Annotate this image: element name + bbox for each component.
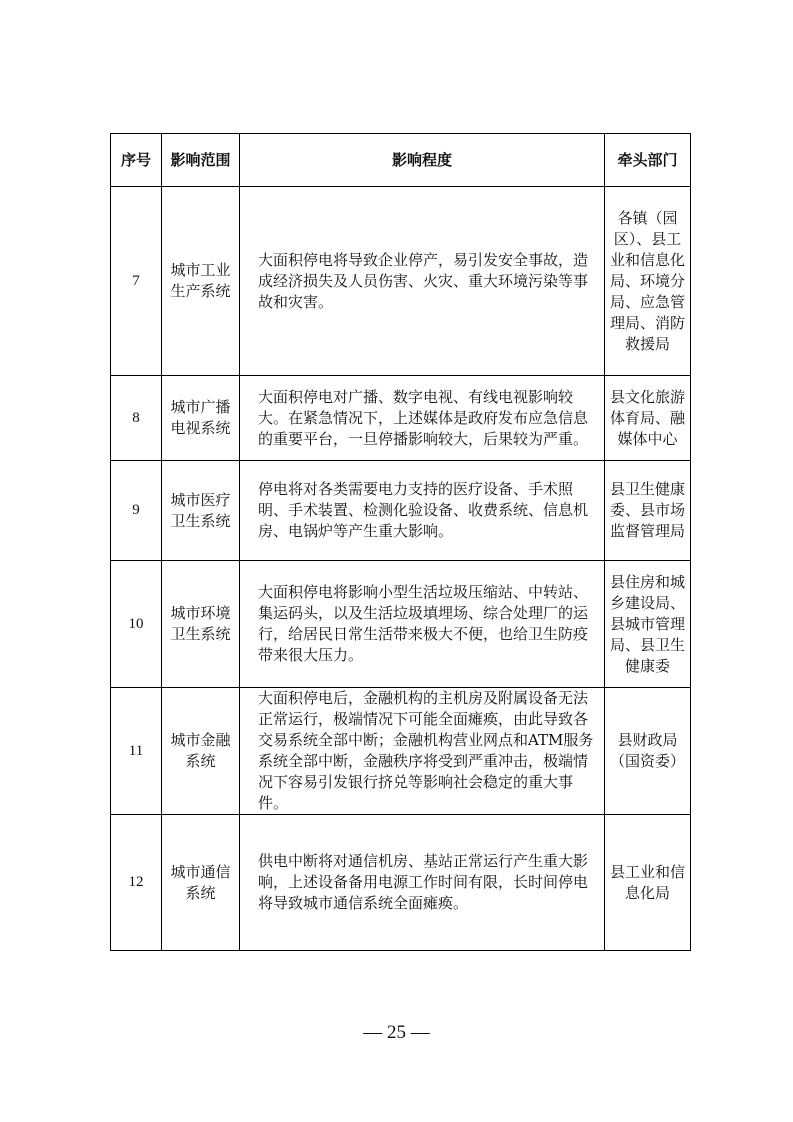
row-scope: 城市通信系统 <box>162 815 240 951</box>
row-dept: 县工业和信息化局 <box>605 815 691 951</box>
header-dept: 牵头部门 <box>605 134 691 187</box>
row-impact: 大面积停电对广播、数字电视、有线电视影响较大。在紧急情况下，上述媒体是政府发布应急信息的重要平台，一旦停播影响较大，后果较为严重。 <box>240 376 605 461</box>
row-number: 10 <box>111 561 162 688</box>
table-row <box>111 376 691 461</box>
header-number: 序号 <box>111 134 162 187</box>
table-row <box>111 561 691 688</box>
row-dept: 县文化旅游体育局、融媒体中心 <box>605 376 691 461</box>
row-scope: 城市环境卫生系统 <box>162 561 240 688</box>
row-scope: 城市医疗卫生系统 <box>162 461 240 561</box>
header-impact: 影响程度 <box>240 134 605 187</box>
table-row <box>111 688 691 815</box>
row-number: 9 <box>111 461 162 561</box>
header-scope: 影响范围 <box>162 134 240 187</box>
row-dept: 县卫生健康委、县市场监督管理局 <box>605 461 691 561</box>
row-dept: 县住房和城乡建设局、县城市管理局、县卫生健康委 <box>605 561 691 688</box>
table-row <box>111 815 691 951</box>
impact-table <box>110 133 691 951</box>
table-row <box>111 187 691 376</box>
row-impact: 供电中断将对通信机房、基站正常运行产生重大影响，上述设备备用电源工作时间有限，长时间停电将导致城市通信系统全面瘫痪。 <box>240 815 605 951</box>
row-scope: 城市工业生产系统 <box>162 187 240 376</box>
page-number: — 25 — <box>363 1022 430 1043</box>
row-number: 7 <box>111 187 162 376</box>
row-dept: 县财政局（国资委） <box>605 688 691 815</box>
row-impact: 停电将对各类需要电力支持的医疗设备、手术照明、手术装置、检测化验设备、收费系统、信息机房、电锅炉等产生重大影响。 <box>240 461 605 561</box>
header-row <box>111 134 691 187</box>
row-number: 11 <box>111 688 162 815</box>
row-dept: 各镇（园区）、县工业和信息化局、环境分局、应急管理局、消防救援局 <box>605 187 691 376</box>
row-number: 12 <box>111 815 162 951</box>
row-scope: 城市金融系统 <box>162 688 240 815</box>
row-impact: 大面积停电将影响小型生活垃圾压缩站、中转站、集运码头，以及生活垃圾填埋场、综合处理厂的运行，给居民日常生活带来极大不便，也给卫生防疫带来很大压力。 <box>240 561 605 688</box>
table-row <box>111 461 691 561</box>
row-impact: 大面积停电将导致企业停产，易引发安全事故，造成经济损失及人员伤害、火灾、重大环境污染等事故和灾害。 <box>240 187 605 376</box>
row-impact: 大面积停电后，金融机构的主机房及附属设备无法正常运行，极端情况下可能全面瘫痪，由此导致各交易系统全部中断；金融机构营业网点和ATM服务系统全部中断，金融秩序将受到严重冲击，极端情况下容易引发银行挤兑等影响社会稳定的重大事件。 <box>240 688 605 815</box>
row-number: 8 <box>111 376 162 461</box>
row-scope: 城市广播电视系统 <box>162 376 240 461</box>
